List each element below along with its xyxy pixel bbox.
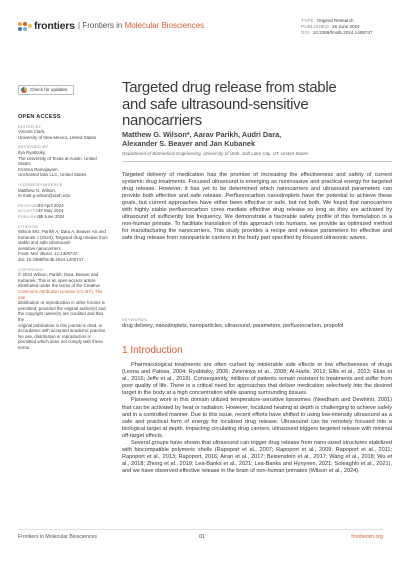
article-dates <box>18 203 110 220</box>
footer-divider <box>18 529 383 530</box>
received-value: 03 April 2024 <box>38 202 64 208</box>
doi-label: DOI <box>301 30 310 36</box>
brand-name: frontiers <box>34 20 75 32</box>
edited-by-label: EDITED BY <box>18 123 42 129</box>
journal-prefix: Frontiers in <box>82 21 123 30</box>
title-line: nanocarriers <box>122 112 202 130</box>
open-access-label: OPEN ACCESS <box>18 114 61 120</box>
citation-label: CITATION <box>18 223 38 229</box>
edited-by-line: University of New Mexico, United States <box>18 134 97 140</box>
paragraph: Pioneering work in this domain utilized temperature-sensitive liposomes (Needham and Dewhirst, 2001) that can be activated by heat or radiation. However, localized heating at depth is challenging to achieve safely and in a controlled manner. Due to this issue, recent efforts have shifted to using low-intensity ultrasound as a safe and practical form of energy for localized drug release. Ultrasound can be remotely focused into a biological target at depth. Impacting circulating drug carriers, ultrasound triggers targeted release with minimal off-target effects. <box>122 397 392 439</box>
authors-line: Matthew G. Wilson*, Aarav Parikh, Audri Dara, <box>122 130 282 139</box>
correspondence-email[interactable]: ✉ matt.g.wilson@utah.edu <box>18 193 71 199</box>
doi-value[interactable]: 10.3389/fmolb.2024.1405747 <box>312 30 373 36</box>
copyright-line: the copyright owner(s) are credited and that the <box>18 311 103 322</box>
paragraph: Pharmacological treatments are often curbed by intolerable side effects or low effectiveness of drugs (Lesna and Pabwa, 2004; Ryabtsiky, 2006; Zelenkiya et al., 2008; Al-Harbi, 2012; Ellis et al., 2013; Elias et al., 2016; Jeffe et al., 2019). Consequently, millions of patients remain resistant to treatments and suffer from poor quality of life. There is a critical need for approaches that deliver medication selectively into the desired target in the body at a high concentration while sparing surrounding tissues. <box>122 362 392 397</box>
copyright-label: COPYRIGHT <box>18 266 44 272</box>
published-date-label: PUBLISHED <box>18 213 43 219</box>
keywords-list: drug delivery, nanodroplets, nanoparticles, ultrasound, parameters, perfluorocarbon, propofol <box>122 323 344 329</box>
page-footer <box>18 534 383 544</box>
citation-line: Kubanek J (2024), Targeted drug release from <box>18 234 108 240</box>
abstract-text: Targeted delivery of medication has the promise of increasing the effectiveness and safety of current systemic drug treatments. Focused ultrasound is emerging as noninvasive and practical energy for targeted drug release. However, it has yet to be determined which nanocarriers and ultrasound parameters can provide both effective and safe release. Perfluorocarbon nanodroplets have the potential to achieve these goals, but current approaches have either been effective or safe, but not both. We found that nanocarriers with highly stable perfluorocarbon cores mediate effective drug release so long as they are activated by ultrasound of sufficiently low frequency. We demonstrate a favorable safety profile of this formulation in a non-human primate. To facilitate translation of this approach into humans, we provide an optimized method for manufacturing the nanocarriers. This study provides a recipe and release parameters for effective and safe drug release from nanoparticle carriers in the body part specified by focused ultrasonic waves. <box>122 172 392 242</box>
citation-line: stable and safe ultrasound- <box>18 240 71 246</box>
article-sidebar <box>18 85 110 351</box>
copyright-line: original publication in this journal is cited, in <box>18 322 103 328</box>
section-heading-introduction: 1 Introduction <box>122 345 183 356</box>
citation-line: Front. Mol. Biosci. 11:1405747. <box>18 251 79 257</box>
citation-line: Wilson MG, Parikh A, Dara A, Beaver AS and <box>18 229 106 235</box>
copyright-line: distributed under the terms of the Creative <box>18 283 101 289</box>
published-value: 19 June 2024 <box>331 24 360 30</box>
correspondence-line: Matthew G. Wilson, <box>18 187 57 193</box>
accepted-value: 17 May 2024 <box>38 208 64 214</box>
copyright-line: Kubanek. This is an open-access article <box>18 277 96 283</box>
citation-line: sensitive nanocarriers. <box>18 245 62 251</box>
title-line: and safe ultrasound-sensitive <box>122 95 309 113</box>
check-for-updates-button[interactable] <box>18 85 74 95</box>
journal-title[interactable]: | Frontiers in Molecular Biosciences <box>78 21 205 30</box>
type-value: Original Research <box>316 18 354 23</box>
copyright-line: © 2024 Wilson, Parikh, Dara, Beaver and <box>18 272 99 278</box>
footer-journal: Frontiers in Molecular Biosciences <box>18 534 97 540</box>
copyright-line: terms. <box>18 344 31 350</box>
affiliation: Department of Biomedical Engineering, University of Utah, Salt Lake City, UT, United States <box>122 151 309 156</box>
journal-header <box>18 20 383 38</box>
title-line: Targeted drug release from stable <box>122 79 337 96</box>
reviewed-by-line: Unchained labs LLC, United States <box>18 172 87 178</box>
published-date-value: 19 June 2024 <box>38 213 65 219</box>
reviewed-by-label: REVIEWED BY <box>18 144 49 150</box>
citation-doi[interactable]: doi: 10.3389/fmolb.2024.1405747 <box>18 257 84 263</box>
introduction-body <box>122 362 392 476</box>
reviewed-by-line: Ilya Ryabtsiky, <box>18 149 46 155</box>
license-link[interactable]: Commons Attribution License (CC BY). The use, <box>18 289 103 300</box>
paragraph: Several groups have shown that ultrasound can trigger drug release from nano-sized structures stabilized with biocompatible polymeric shells (Rapoport et al., 2007; Rapoport et al., 2009; Rapoport et al., 2011; Rapoport et al., 2013; Rapoport, 2016; Airan et al., 2017; Beisenstein et al., 2017; Wang et al., 2018; Wu et al., 2018; Zhong et al., 2019; Lea-Banks et al., 2021; Lea-Banks and Hynynen, 2021; Soleaghlo et al., 2021), and we have observed effective release in the brain of non-human primates (Wilson et al., 2024). <box>122 440 392 475</box>
keywords-label: KEYWORDS <box>122 317 148 322</box>
reviewed-by-line: The University of Texas at Austin, United States <box>18 155 97 167</box>
type-label: TYPE <box>301 18 314 23</box>
divider <box>122 161 392 162</box>
page-number: 01 <box>199 534 205 540</box>
author-list <box>122 130 392 149</box>
edited-by-line: Vincent Clark, <box>18 129 46 135</box>
article-meta <box>301 18 373 37</box>
published-label: PUBLISHED <box>301 24 329 30</box>
accepted-label: ACCEPTED <box>18 208 42 214</box>
footer-site-link[interactable]: frontiersin.org <box>351 534 383 540</box>
reviewed-by-line: Krishna Ramajayam, <box>18 166 59 172</box>
copyright-line: permitted, provided the original author(s) and <box>18 305 106 311</box>
updates-icon <box>21 87 27 93</box>
correspondence-label: *CORRESPONDENCE <box>18 181 63 187</box>
check-updates-label: Check for updates <box>30 87 68 93</box>
copyright-line: distribution or reproduction in other forums is <box>18 300 105 306</box>
journal-name: Molecular Biosciences <box>124 21 205 30</box>
frontiers-logo-icon <box>18 22 32 34</box>
copyright-line: No use, distribution or reproduction is <box>18 333 91 339</box>
article-title <box>122 80 392 130</box>
received-label: RECEIVED <box>18 202 41 208</box>
copyright-line: accordance with accepted academic practice. <box>18 328 107 334</box>
authors-line: Alexander S. Beaver and Jan Kubanek <box>122 139 256 149</box>
copyright-line: permitted which does not comply with these <box>18 339 103 345</box>
